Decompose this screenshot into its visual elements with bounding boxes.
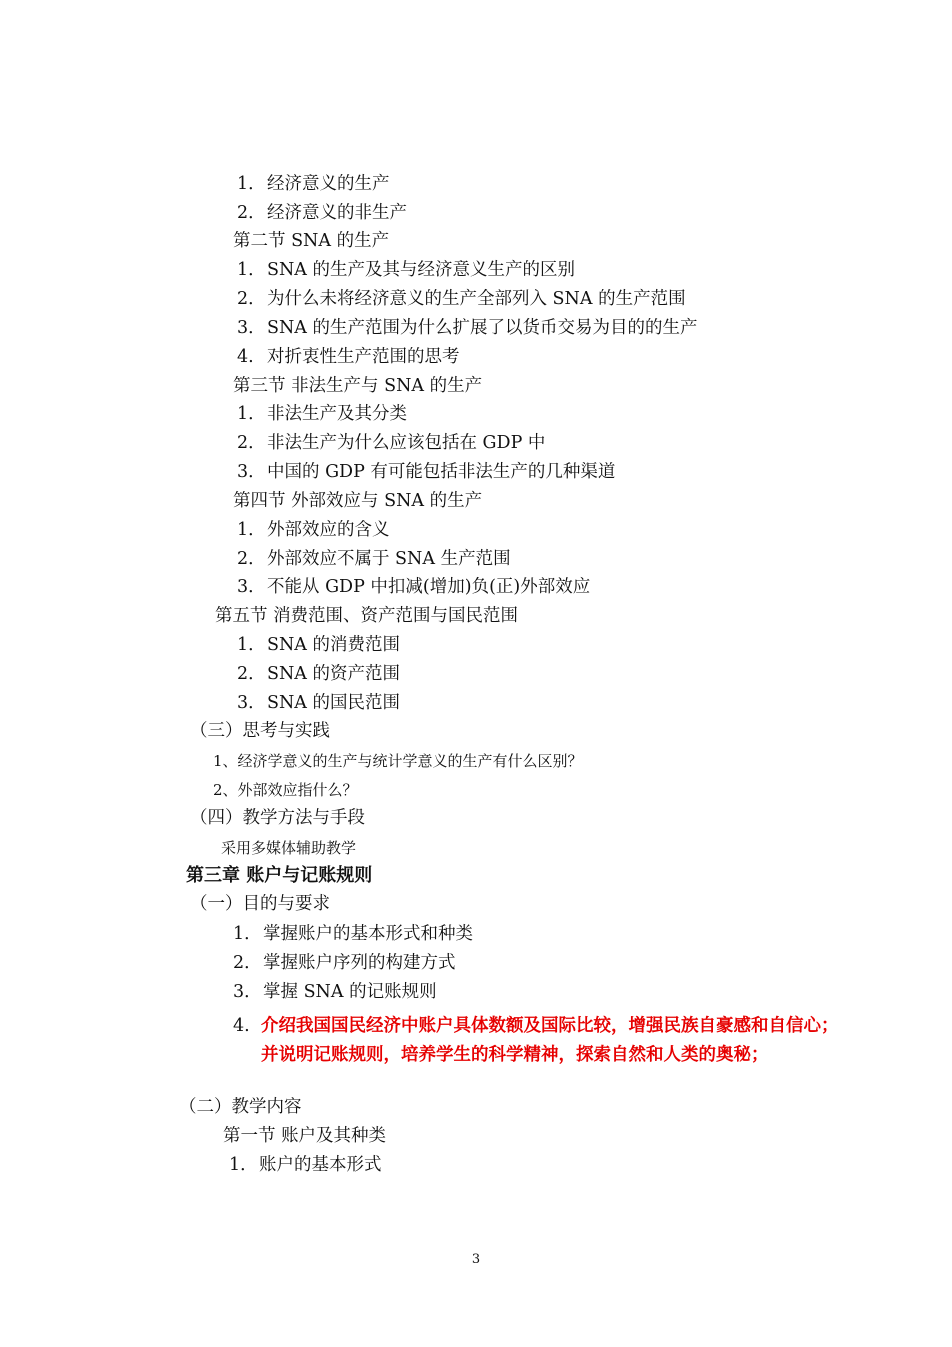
list-item: 2．掌握账户序列的构建方式 <box>233 953 456 973</box>
question-item: 2、外部效应指什么？ <box>213 781 358 799</box>
chapter-title: 第三章 账户与记账规则 <box>186 865 373 886</box>
subsection-heading: （二）教学内容 <box>179 1097 302 1117</box>
list-item: 2．非法生产为什么应该包括在 GDP 中 <box>237 433 546 453</box>
list-item: 3．掌握 SNA 的记账规则 <box>233 982 437 1002</box>
subsection-heading: （三）思考与实践 <box>190 721 330 741</box>
list-item: 2．SNA 的资产范围 <box>237 664 401 684</box>
body-text: 采用多媒体辅助教学 <box>221 839 357 857</box>
list-item: 2．外部效应不属于 SNA 生产范围 <box>237 549 511 569</box>
list-item: 3．不能从 GDP 中扣减(增加)负(正)外部效应 <box>237 577 591 597</box>
page-number: 3 <box>471 1252 481 1267</box>
list-item: 2．经济意义的非生产 <box>237 203 407 223</box>
list-item: 3．SNA 的生产范围为什么扩展了以货币交易为目的的生产 <box>237 318 698 338</box>
section-heading: 第四节 外部效应与 SNA 的生产 <box>233 491 483 511</box>
subsection-heading: （四）教学方法与手段 <box>190 808 365 828</box>
list-item: 1．经济意义的生产 <box>237 174 390 194</box>
section-heading: 第三节 非法生产与 SNA 的生产 <box>233 376 483 396</box>
list-item: 1．掌握账户的基本形式和种类 <box>233 924 473 944</box>
list-item: 1．账户的基本形式 <box>229 1155 382 1175</box>
list-item: 1．SNA 的生产及其与经济意义生产的区别 <box>237 260 576 280</box>
list-item: 1．非法生产及其分类 <box>237 404 407 424</box>
section-heading: 第一节 账户及其种类 <box>223 1126 387 1146</box>
highlighted-objective: 4. 介绍我国国民经济中账户具体数额及国际比较，增强民族自豪感和自信心；并说明记账规则，培养学生的科学精神，探索自然和人类的奥秘； <box>233 1016 839 1065</box>
question-item: 1、经济学意义的生产与统计学意义的生产有什么区别？ <box>213 752 583 770</box>
list-item: 3．SNA 的国民范围 <box>237 693 401 713</box>
list-item: 2．为什么未将经济意义的生产全部列入 SNA 的生产范围 <box>237 289 686 309</box>
list-item: 1．SNA 的消费范围 <box>237 635 401 655</box>
list-item: 1．外部效应的含义 <box>237 520 390 540</box>
list-item: 3．中国的 GDP 有可能包括非法生产的几种渠道 <box>237 462 616 482</box>
subsection-heading: （一）目的与要求 <box>190 894 330 914</box>
section-heading: 第二节 SNA 的生产 <box>233 231 390 251</box>
list-item: 4. 对折衷性生产范围的思考 <box>237 347 460 367</box>
section-heading: 第五节 消费范围、资产范围与国民范围 <box>215 606 519 626</box>
